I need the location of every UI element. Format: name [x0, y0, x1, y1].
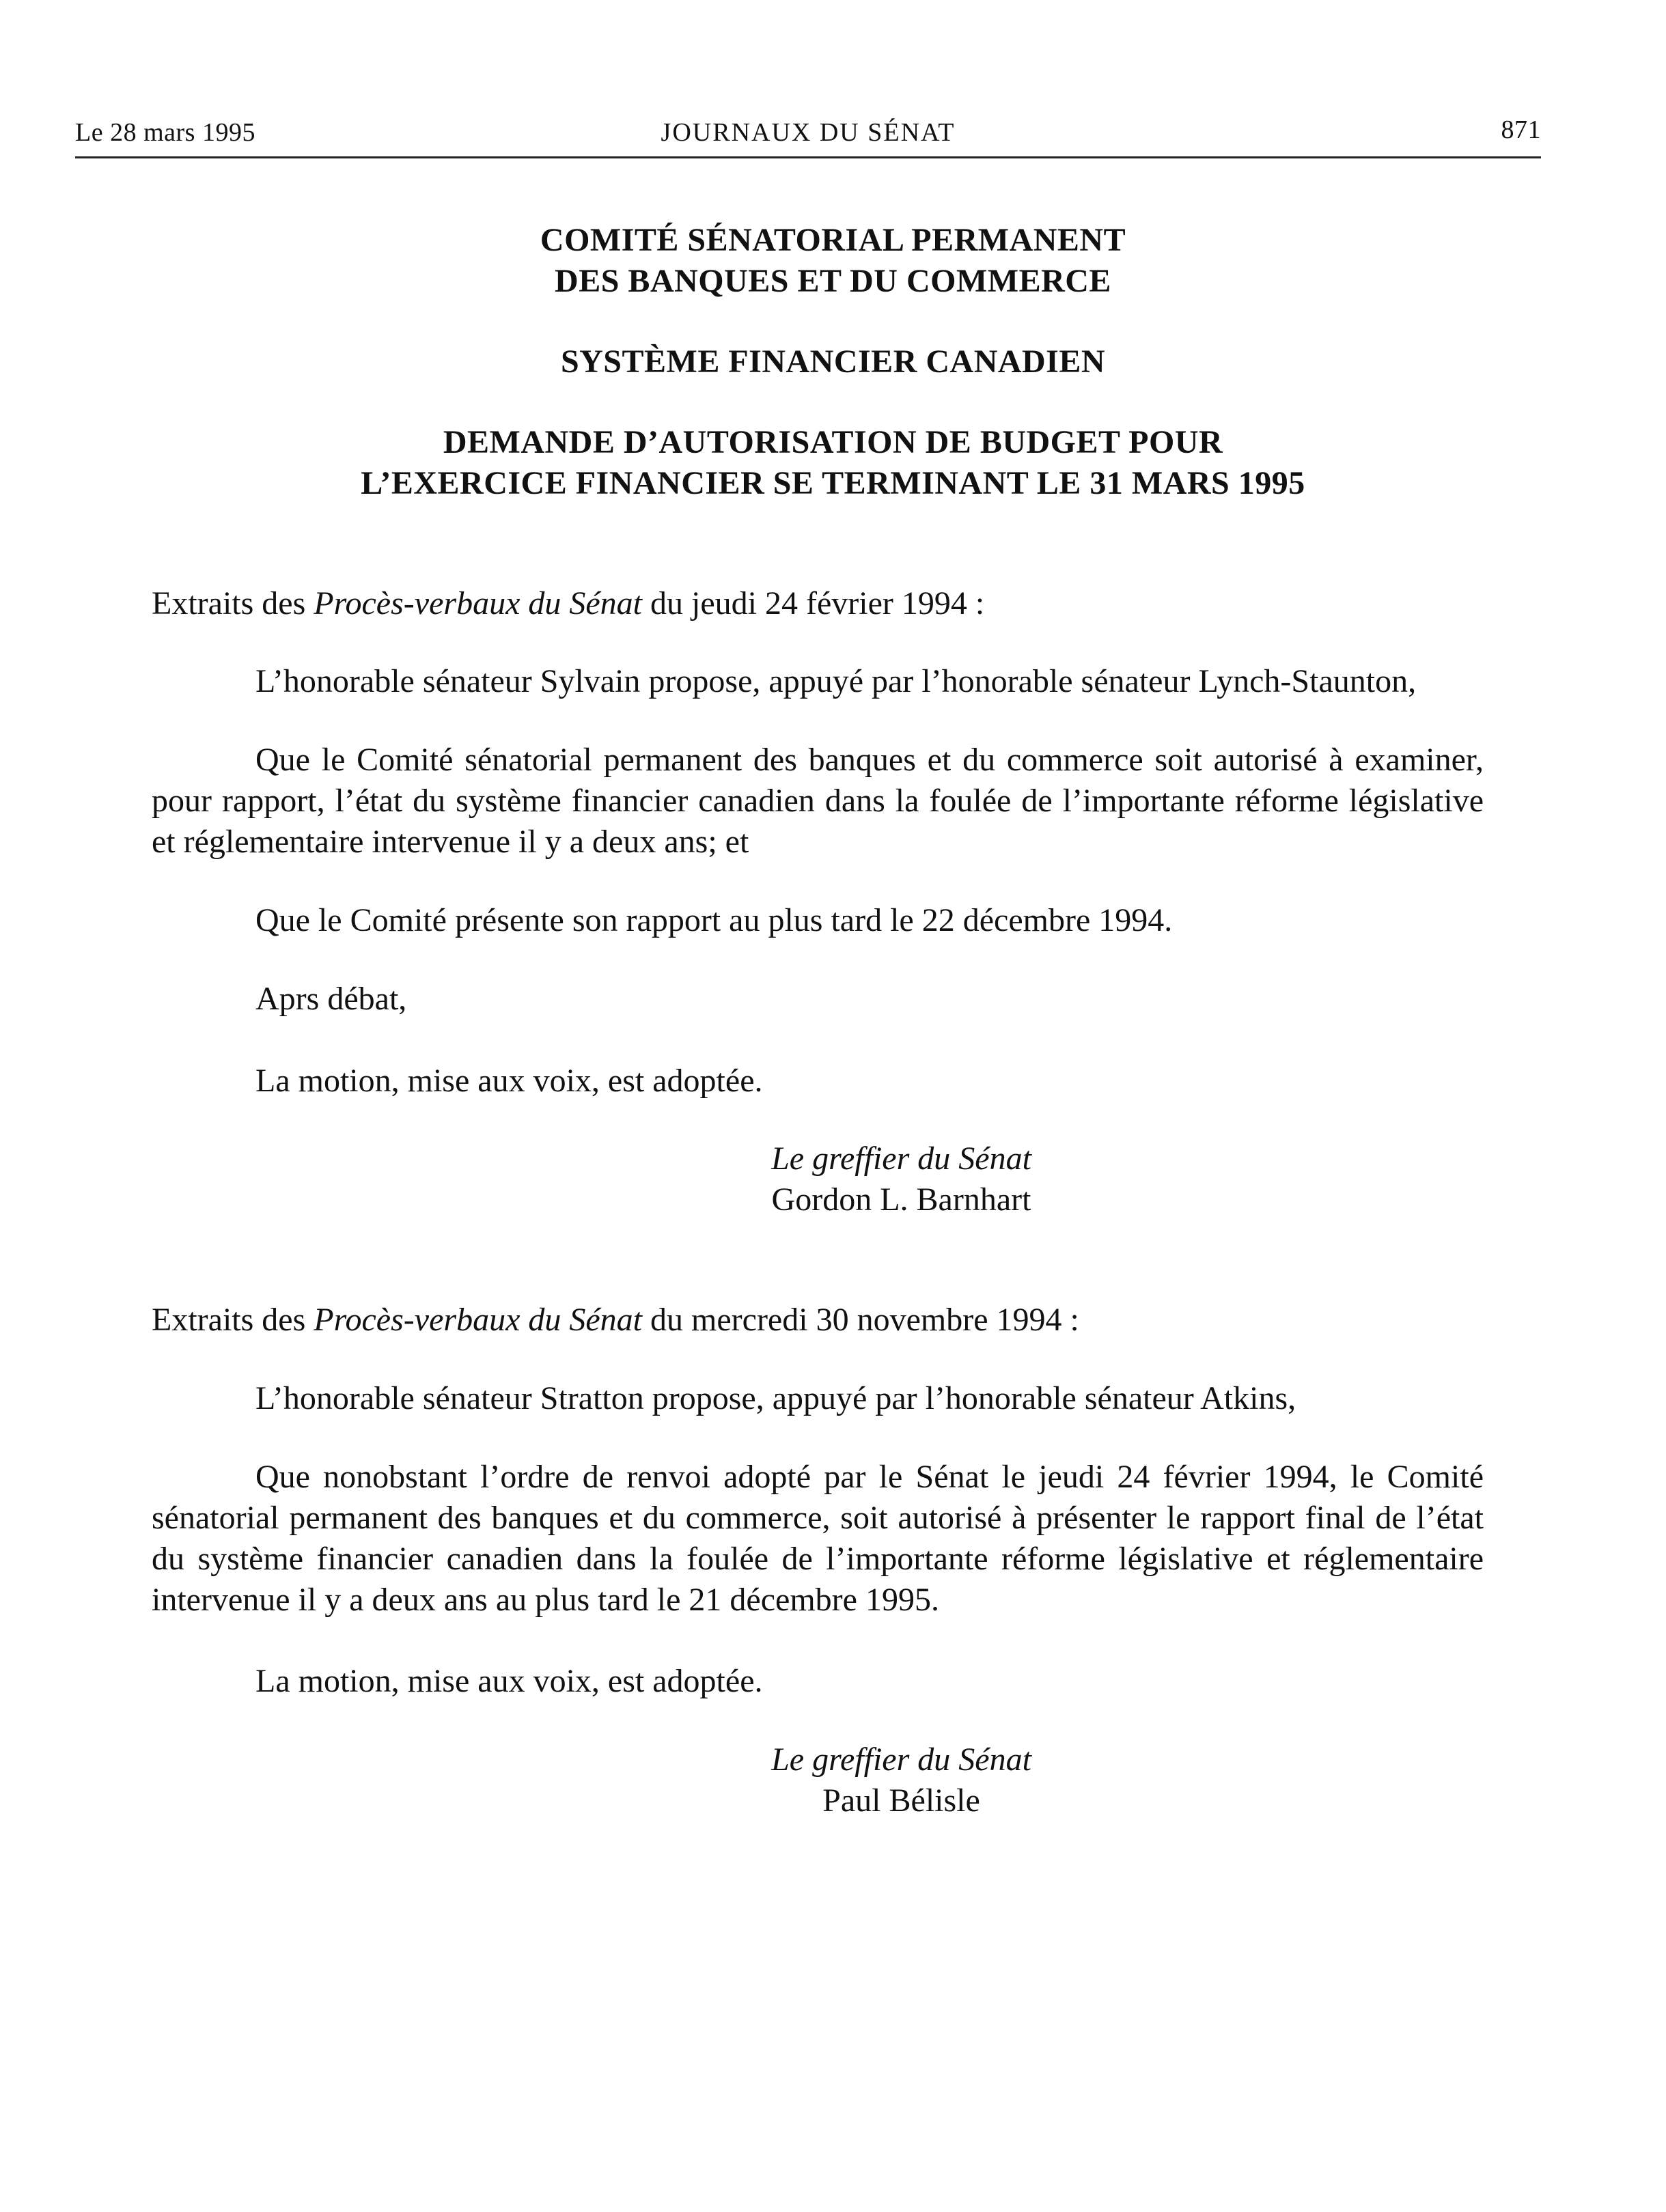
extract1-mover: L’honorable sénateur Sylvain propose, appuyé par l’honorable sénateur Lynch-Staunton,	[255, 663, 1417, 699]
extract2-adopted: La motion, mise aux voix, est adoptée.	[255, 1663, 763, 1699]
extract1-debate: Aprs débat,	[255, 981, 407, 1017]
running-header	[75, 117, 1541, 158]
extract2-signature	[0, 1739, 1666, 1821]
extract2-motion: Que nonobstant l’ordre de renvoi adopté par le Sénat le jeudi 24 février 1994, le Comité sénatorial permanent des banques et du commerce, soit autorisé à présenter le rapport final de l’état du système financier canadien dans la foulée de l’importante réforme législative et réglementaire intervenue il y a deux ans au plus tard le 21 décembre 1995.	[152, 1459, 1484, 1618]
extract2-intro-suffix: du mercredi 30 novembre 1994 :	[642, 1302, 1079, 1338]
extract1-signature-name: Gordon L. Barnhart	[771, 1181, 1031, 1218]
header-date: Le 28 mars 1995	[75, 118, 255, 147]
extract1-motion: Que le Comité sénatorial permanent des banques et du commerce soit autorisé à examiner, pour rapport, l’état du système financier canadien dans la foulée de l’importante réforme législative et réglementaire intervenue il y a deux ans; et	[152, 742, 1484, 860]
extract2-signature-title: Le greffier du Sénat	[771, 1741, 1031, 1778]
header-rule	[75, 156, 1541, 158]
subject-heading	[0, 341, 1666, 382]
committee-heading-line1: COMITÉ SÉNATORIAL PERMANENT	[540, 222, 1126, 258]
extract1-signature	[0, 1138, 1666, 1220]
extract2-signature-name: Paul Bélisle	[822, 1782, 980, 1819]
extract1-signature-title: Le greffier du Sénat	[771, 1140, 1031, 1177]
extract2-intro-source: Procès-verbaux du Sénat	[314, 1302, 643, 1338]
extract2-intro	[152, 1300, 1484, 1341]
header-journal-title: JOURNAUX DU SÉNAT	[661, 118, 956, 147]
committee-heading	[0, 220, 1666, 302]
extract1-intro	[152, 583, 1484, 624]
extract1-intro-source: Procès-verbaux du Sénat	[314, 585, 643, 621]
request-heading-line1: DEMANDE D’AUTORISATION DE BUDGET POUR	[443, 424, 1223, 460]
extract1-report-date: Que le Comité présente son rapport au plus tard le 22 décembre 1994.	[255, 902, 1173, 938]
extract1-intro-suffix: du jeudi 24 février 1994 :	[642, 585, 985, 621]
extract1-adopted: La motion, mise aux voix, est adoptée.	[255, 1063, 763, 1099]
extract2-mover: L’honorable sénateur Stratton propose, appuyé par l’honorable sénateur Atkins,	[255, 1380, 1296, 1416]
extract1-intro-prefix: Extraits des	[152, 585, 314, 621]
extract2-intro-prefix: Extraits des	[152, 1302, 314, 1338]
page-number: 871	[1501, 115, 1541, 144]
request-heading-line2: L’EXERCICE FINANCIER SE TERMINANT LE 31 MARS 1995	[361, 465, 1305, 501]
subject-heading-line: SYSTÈME FINANCIER CANADIEN	[560, 344, 1106, 380]
committee-heading-line2: DES BANQUES ET DU COMMERCE	[555, 263, 1111, 299]
request-heading	[0, 422, 1666, 504]
